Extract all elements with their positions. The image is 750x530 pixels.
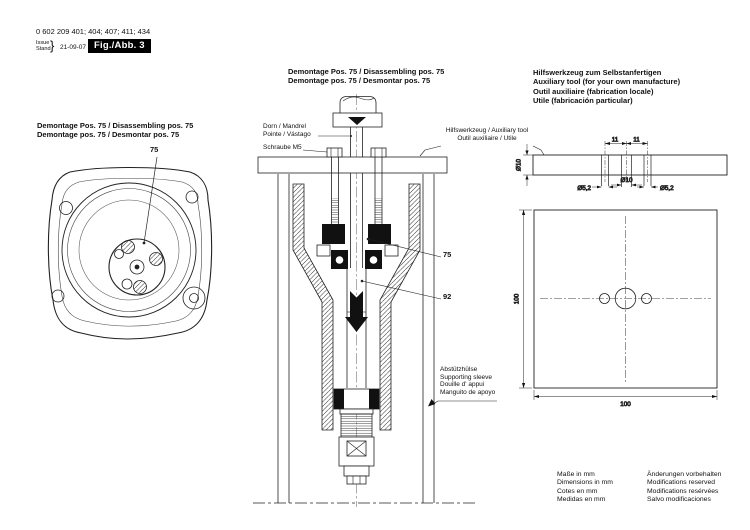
footer-notes — [647, 471, 721, 504]
mandrel-label-line1: Dorn / Mandrel — [263, 123, 306, 130]
sleeve-label-line1: Abstützhülse — [440, 366, 478, 373]
aux-tool-label-line1: Hilfswerkzeug / Auxiliary tool — [445, 127, 529, 134]
dim-width: 100 — [620, 401, 631, 408]
aux-tool-label-line2: Outil auxiliaire / Utile — [457, 134, 517, 142]
sleeve-label — [440, 366, 495, 396]
dim-small-hole-right: Ø5,2 — [660, 185, 674, 192]
sleeve-label-line2: Supporting sleeve — [440, 373, 493, 381]
aux-tool-label — [427, 127, 547, 142]
left-figure-title — [37, 122, 193, 140]
right-figure-title-line2: Auxiliary tool (for your own manufacture) — [533, 77, 681, 87]
left-figure-callout-75: 75 — [150, 145, 159, 154]
callout-75: 75 — [443, 250, 452, 259]
issue-date: 21-09-07 — [60, 44, 87, 51]
right-figure-title — [533, 68, 680, 105]
auxiliary-tool-plan-view-drawing — [514, 210, 718, 408]
footer-units-line3: Cotes en mm — [557, 487, 598, 495]
dim-height: 100 — [513, 293, 521, 305]
part-numbers: 0 602 209 401; 404; 407; 411; 434 — [36, 27, 151, 36]
center-figure-title-line2: Demontage pos. 75 / Desmontar pos. 75 — [288, 75, 431, 85]
dim-thickness: Ø10 — [515, 159, 523, 171]
mandrel-label-line2: Pointe / Vástago — [263, 130, 311, 138]
right-figure-title-line3: Outil auxiliaire (fabrication locale) — [533, 86, 654, 96]
brace-glyph: } — [50, 38, 55, 53]
cross-section-drawing — [253, 94, 544, 507]
sleeve-label-line3: Douille d' appui — [440, 381, 485, 389]
footer-units-line1: Maße in mm — [557, 471, 595, 478]
figure-badge: Fig./Abb. 3 — [88, 39, 151, 53]
sleeve-label-line4: Manguito de apoyo — [440, 388, 496, 396]
flange-end-view-drawing — [48, 157, 211, 339]
left-figure-title-line2: Demontage pos. 75 / Desmontar pos. 75 — [37, 129, 180, 139]
dim-11-left: 11 — [611, 136, 619, 144]
dim-small-hole-left: Ø5,2 — [577, 185, 591, 192]
screw-label: Schraube M5 — [263, 144, 302, 151]
footer-notes-line1: Änderungen vorbehalten — [647, 471, 722, 478]
press-direction-arrow — [345, 291, 368, 332]
stand-label: Stand — [36, 46, 51, 53]
footer-notes-line3: Modifications resérvées — [647, 487, 719, 495]
right-figure-title-line1: Hilfswerkzeug zum Selbstanfertigen — [533, 68, 662, 77]
footer-notes-line2: Modifications reserved — [647, 479, 715, 487]
auxiliary-tool-side-view-drawing — [516, 137, 728, 193]
dim-11-right: 11 — [633, 136, 640, 144]
callout-92: 92 — [443, 292, 452, 301]
dim-center-hole: Ø10 — [620, 177, 633, 184]
footer-units-line4: Medidas en mm — [557, 495, 606, 503]
mandrel-label — [263, 123, 311, 138]
center-figure-title-line1: Demontage Pos. 75 / Disassembling pos. 75 — [288, 67, 445, 76]
footer-units — [557, 471, 613, 504]
footer-notes-line4: Salvo modificaciones — [647, 495, 711, 503]
issue-stand-label — [36, 40, 51, 52]
issue-label: Issue — [36, 40, 50, 46]
right-figure-title-line4: Utile (fabricación particular) — [533, 95, 633, 105]
center-figure-title — [288, 68, 444, 86]
left-figure-title-line1: Demontage Pos. 75 / Disassembling pos. 75 — [37, 121, 194, 130]
footer-units-line2: Dimensions in mm — [557, 479, 613, 487]
